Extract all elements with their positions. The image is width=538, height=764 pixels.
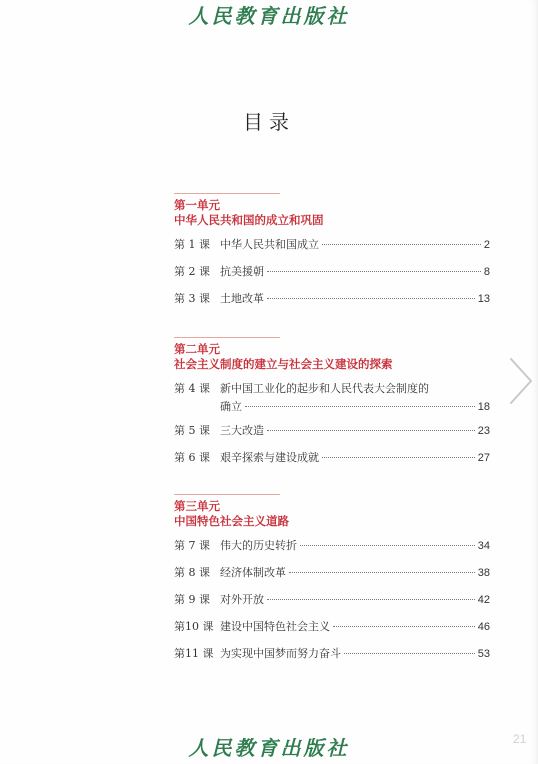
lesson-page-number: 18 [477, 401, 490, 413]
lesson-entry-9[interactable] [174, 591, 490, 618]
unit-1-section [174, 193, 490, 317]
lesson-entry-1[interactable] [174, 236, 490, 263]
leader-dots [267, 599, 475, 600]
leader-dots [322, 244, 481, 245]
publisher-logo-top: 人民教育出版社 [188, 4, 350, 28]
lesson-number: 第 5 课 [174, 424, 210, 437]
corner-page-number: 21 [513, 732, 527, 746]
unit-2-section [174, 337, 490, 476]
lesson-title: 中华人民共和国成立 [220, 238, 319, 251]
unit-divider [174, 193, 280, 194]
lesson-page-number: 8 [483, 266, 490, 278]
lesson-page-number: 42 [477, 594, 490, 606]
lesson-page-number: 46 [477, 621, 490, 633]
lesson-number: 第 8 课 [174, 566, 210, 579]
lesson-page-number: 2 [483, 239, 490, 251]
lesson-entry-5[interactable] [174, 422, 490, 449]
leader-dots [245, 406, 475, 407]
leader-dots [322, 457, 475, 458]
lesson-entry-7[interactable] [174, 537, 490, 564]
lesson-number: 第 7 课 [174, 539, 210, 552]
lesson-page-number: 13 [477, 293, 490, 305]
lesson-number: 第 9 课 [174, 593, 210, 606]
lesson-page-number: 23 [477, 425, 490, 437]
lesson-number: 第11 课 [174, 647, 214, 660]
lesson-number: 第10 课 [174, 620, 214, 633]
lesson-number: 第 2 课 [174, 265, 210, 278]
unit-subtitle: 中国特色社会主义道路 [174, 514, 289, 528]
lesson-title: 抗美援朝 [220, 265, 264, 278]
leader-dots [300, 545, 475, 546]
lesson-title: 经济体制改革 [220, 566, 286, 579]
lesson-number: 第 1 课 [174, 238, 210, 251]
leader-dots [267, 271, 481, 272]
lesson-number: 第 4 课 [174, 382, 210, 395]
unit-divider [174, 494, 280, 495]
lesson-page-number: 38 [477, 567, 490, 579]
leader-dots [289, 572, 475, 573]
lesson-title: 土地改革 [220, 292, 264, 305]
lesson-title: 伟大的历史转折 [220, 539, 297, 552]
lesson-page-number: 34 [477, 540, 490, 552]
lesson-title: 为实现中国梦而努力奋斗 [220, 647, 341, 660]
lesson-number: 第 6 课 [174, 451, 210, 464]
unit-name: 第二单元 [174, 342, 220, 356]
unit-subtitle: 中华人民共和国的成立和巩固 [174, 213, 324, 227]
lesson-page-number: 53 [477, 648, 490, 660]
leader-dots [333, 626, 475, 627]
lesson-title: 艰辛探索与建设成就 [220, 451, 319, 464]
lesson-entry-11[interactable] [174, 645, 490, 672]
lesson-entry-4[interactable] [174, 380, 490, 422]
unit-divider [174, 337, 280, 338]
leader-dots [267, 430, 475, 431]
unit-subtitle: 社会主义制度的建立与社会主义建设的探索 [174, 357, 393, 371]
lesson-entry-6[interactable] [174, 449, 490, 476]
next-page-button[interactable] [508, 356, 534, 406]
lesson-page-number: 27 [477, 452, 490, 464]
lesson-title: 对外开放 [220, 593, 264, 606]
publisher-logo-bottom: 人民教育出版社 [188, 736, 350, 760]
chevron-right-icon [508, 356, 534, 406]
lesson-entry-3[interactable] [174, 290, 490, 317]
lesson-title-continued: 确立 [220, 400, 242, 413]
lesson-entry-2[interactable] [174, 263, 490, 290]
lesson-title: 建设中国特色社会主义 [220, 620, 330, 633]
lesson-entry-8[interactable] [174, 564, 490, 591]
lesson-entry-10[interactable] [174, 618, 490, 645]
leader-dots [267, 298, 475, 299]
lesson-number: 第 3 课 [174, 292, 210, 305]
unit-name: 第三单元 [174, 499, 220, 513]
lesson-title: 三大改造 [220, 424, 264, 437]
unit-name: 第一单元 [174, 198, 220, 212]
lesson-title: 新中国工业化的起步和人民代表大会制度的 [220, 382, 429, 395]
unit-3-section [174, 494, 490, 672]
leader-dots [344, 653, 475, 654]
toc-title: 目录 [243, 110, 295, 134]
